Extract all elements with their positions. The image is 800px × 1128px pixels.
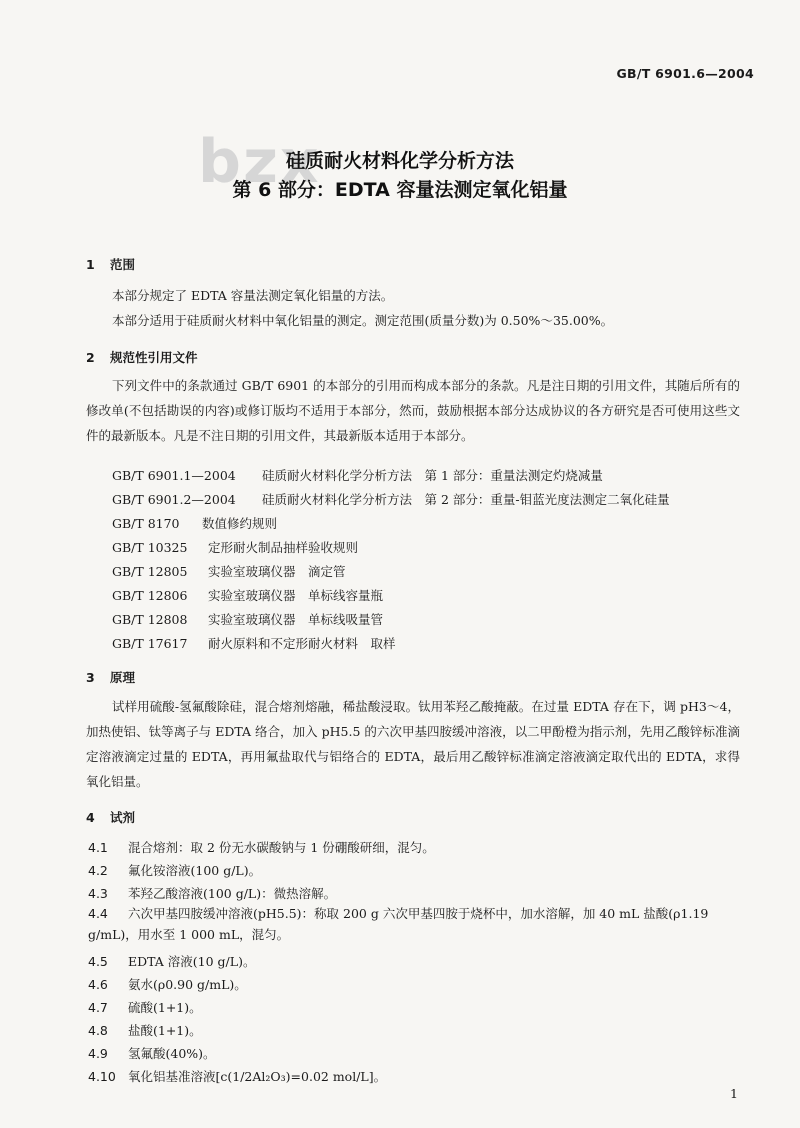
reference-title: 实验室玻璃仪器 滴定管	[208, 564, 346, 579]
section-number: 2	[86, 350, 95, 365]
reagent-text: 氨水(ρ0.90 g/mL)。	[128, 977, 247, 992]
section-title: 原理	[110, 670, 136, 685]
reagent-number: 4.3	[88, 886, 108, 901]
reagent-item	[88, 838, 435, 856]
section-3-heading	[86, 668, 135, 686]
scope-paragraph-1: 本部分规定了 EDTA 容量法测定氧化铝量的方法。	[112, 288, 394, 303]
reference-title: 耐火原料和不定形耐火材料 取样	[208, 636, 396, 651]
reagent-item	[88, 884, 336, 902]
reagent-item	[88, 952, 255, 970]
reference-code: GB/T 6901.1—2004	[112, 468, 236, 483]
reagent-item	[88, 1021, 202, 1039]
reagent-item	[88, 975, 247, 993]
reference-code: GB/T 12808	[112, 612, 188, 627]
reference-code: GB/T 6901.2—2004	[112, 492, 236, 507]
reference-title: 硅质耐火材料化学分析方法 第 2 部分：重量-钼蓝光度法测定二氧化硅量	[262, 492, 670, 507]
reference-code: GB/T 8170	[112, 516, 180, 531]
reagent-number: 4.1	[88, 840, 108, 855]
reference-item	[112, 494, 670, 507]
section-title: 试剂	[110, 810, 136, 825]
section-1-heading	[86, 255, 135, 273]
section-number: 4	[86, 810, 95, 825]
reagent-text: 混合熔剂：取 2 份无水碳酸钠与 1 份硼酸研细，混匀。	[128, 840, 435, 855]
reagent-number: 4.2	[88, 863, 108, 878]
reagent-item	[88, 1044, 216, 1062]
reference-title: 硅质耐火材料化学分析方法 第 1 部分：重量法测定灼烧减量	[262, 468, 603, 483]
reference-title: 实验室玻璃仪器 单标线容量瓶	[208, 588, 384, 603]
section-title: 规范性引用文件	[110, 350, 198, 365]
reference-code: GB/T 12806	[112, 588, 188, 603]
document-title-line2: 第 6 部分：EDTA 容量法测定氧化铝量	[232, 179, 568, 201]
reagent-number: 4.10	[88, 1069, 116, 1084]
scope-paragraph-2: 本部分适用于硅质耐火材料中氧化铝量的测定。测定范围(质量分数)为 0.50%～35.00%。	[112, 313, 614, 328]
section-number: 1	[86, 257, 95, 272]
reagent-item	[88, 903, 740, 945]
reagent-text: 氢氟酸(40%)。	[128, 1046, 216, 1061]
reference-item	[112, 590, 383, 603]
reference-item	[112, 638, 396, 651]
reference-item	[112, 470, 603, 483]
watermark-logo: bzx	[198, 127, 321, 197]
reagent-text: 盐酸(1+1)。	[128, 1023, 202, 1038]
section-title: 范围	[110, 257, 136, 272]
reference-code: GB/T 17617	[112, 636, 188, 651]
reagent-text: 六次甲基四胺缓冲溶液(pH5.5)：称取 200 g 六次甲基四胺于烧杯中，加水溶解，加 40 mL 盐酸(ρ1.19 g/mL)，用水至 1 000 mL，混匀。	[88, 906, 709, 942]
reference-item	[112, 614, 383, 627]
reference-item	[112, 518, 277, 531]
reference-item	[112, 542, 358, 555]
reagent-number: 4.7	[88, 1000, 108, 1015]
reagent-item	[88, 861, 261, 879]
reagent-number: 4.6	[88, 977, 108, 992]
reagent-text: 氧化铝基准溶液[c(1/2Al₂O₃)=0.02 mol/L]。	[128, 1069, 387, 1084]
reference-title: 定形耐火制品抽样验收规则	[208, 540, 359, 555]
reagent-number: 4.8	[88, 1023, 108, 1038]
section-4-heading	[86, 808, 135, 826]
page-number: 1	[730, 1086, 738, 1101]
normative-references-intro: 下列文件中的条款通过 GB/T 6901 的本部分的引用而构成本部分的条款。凡是注日期的引用文件，其随后所有的修改单(不包括勘误的内容)或修订版均不适用于本部分，然而，鼓励根据本部分达成协议的各方研究是否可使用这些文件的最新版本。凡是不注日期的引用文件，其最新版本适用于本部分。	[86, 378, 740, 443]
document-title-line1: 硅质耐火材料化学分析方法	[285, 150, 514, 172]
reference-title: 实验室玻璃仪器 单标线吸量管	[208, 612, 384, 627]
reference-title: 数值修约规则	[202, 516, 278, 531]
reference-item	[112, 566, 346, 579]
section-number: 3	[86, 670, 95, 685]
reference-code: GB/T 12805	[112, 564, 188, 579]
reagent-number: 4.4	[88, 906, 108, 921]
reagent-number: 4.5	[88, 954, 108, 969]
reagent-text: 苯羟乙酸溶液(100 g/L)：微热溶解。	[128, 886, 337, 901]
section-2-heading	[86, 348, 198, 366]
reagent-number: 4.9	[88, 1046, 108, 1061]
reagent-item	[88, 998, 202, 1016]
reagent-text: 硫酸(1+1)。	[128, 1000, 202, 1015]
reagent-item	[88, 1067, 386, 1085]
principle-paragraph: 试样用硫酸-氢氟酸除硅，混合熔剂熔融，稀盐酸浸取。钛用苯羟乙酸掩蔽。在过量 EDTA 存在下，调 pH3～4，加热使铝、钛等离子与 EDTA 络合，加入 pH5.5 的六次甲基四胺缓冲溶液，以二甲酚橙为指示剂，先用乙酸锌标准滴定溶液滴定过量的 EDTA，再用氟盐取代与铝络合的 EDTA，最后用乙酸锌标准滴定溶液滴定取代出的 EDTA，求得氧化铝量。	[86, 699, 740, 789]
standard-number: GB/T 6901.6—2004	[616, 66, 754, 81]
reference-code: GB/T 10325	[112, 540, 188, 555]
reagent-text: EDTA 溶液(10 g/L)。	[128, 954, 256, 969]
reagent-text: 氟化铵溶液(100 g/L)。	[128, 863, 262, 878]
